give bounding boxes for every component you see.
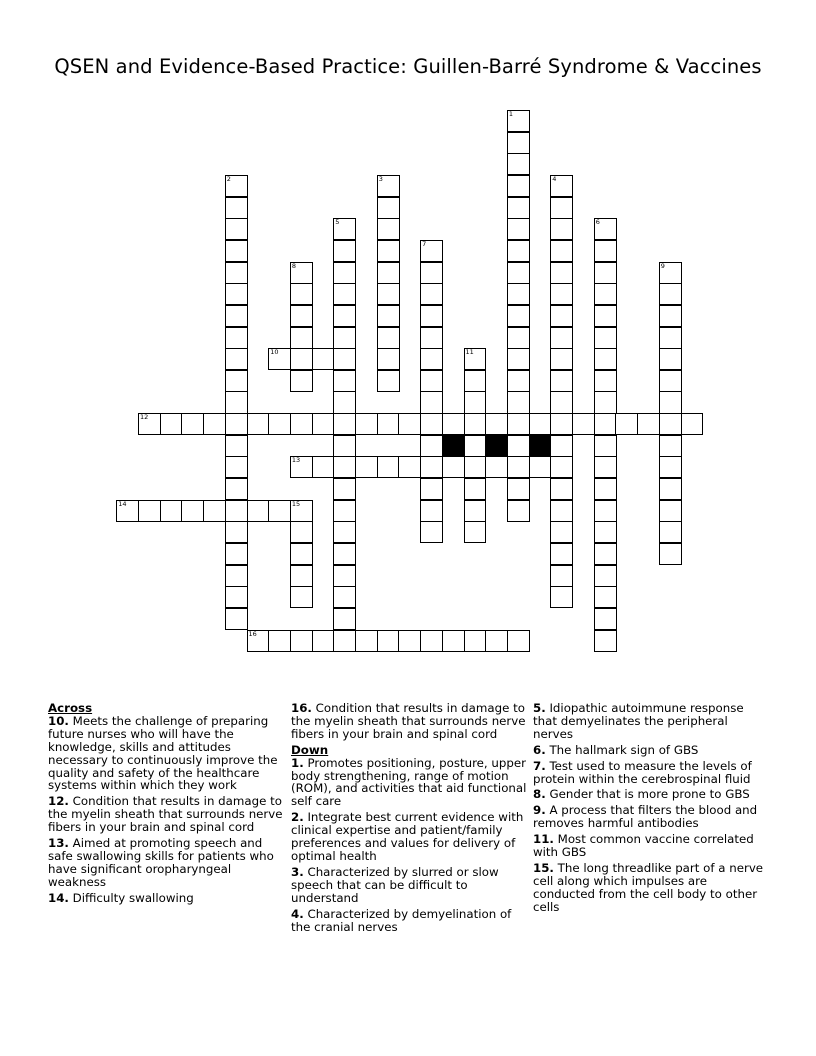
- grid-cell[interactable]: [420, 630, 443, 652]
- grid-cell[interactable]: [420, 327, 443, 349]
- grid-cell[interactable]: [659, 521, 682, 543]
- grid-cell[interactable]: [290, 370, 313, 392]
- grid-cell[interactable]: [529, 413, 552, 435]
- clue-across-14: 14. Difficulty swallowing: [48, 890, 194, 905]
- grid-cell[interactable]: [268, 413, 291, 435]
- cell-number: 13: [291, 456, 301, 465]
- grid-cell[interactable]: [398, 630, 421, 652]
- grid-cell[interactable]: [594, 262, 617, 284]
- grid-cell[interactable]: [333, 608, 356, 630]
- grid-cell[interactable]: [550, 262, 573, 284]
- grid-cell[interactable]: [138, 413, 161, 435]
- grid-cell[interactable]: [420, 370, 443, 392]
- grid-cell[interactable]: [160, 413, 183, 435]
- grid-cell[interactable]: [572, 413, 595, 435]
- grid-cell[interactable]: [464, 630, 487, 652]
- grid-cell[interactable]: [550, 370, 573, 392]
- grid-cell[interactable]: [225, 391, 248, 413]
- grid-cell[interactable]: [420, 478, 443, 500]
- grid-cell[interactable]: [333, 586, 356, 608]
- grid-cell[interactable]: [550, 500, 573, 522]
- grid-cell[interactable]: [507, 240, 530, 262]
- grid-cell[interactable]: [659, 327, 682, 349]
- clue-down-3: 3. Characterized by slurred or slow speech that can be difficult to understand: [291, 864, 499, 905]
- grid-cell[interactable]: [312, 413, 335, 435]
- clue-across-16: 16. Condition that results in damage to the myelin sheath that surrounds nerve fibers in your brain and spinal cord: [291, 701, 526, 741]
- grid-cell[interactable]: [420, 500, 443, 522]
- grid-cell[interactable]: [659, 262, 682, 284]
- grid-cell[interactable]: [377, 305, 400, 327]
- grid-cell[interactable]: [268, 630, 291, 652]
- grid-cell[interactable]: [550, 197, 573, 219]
- grid-cell[interactable]: [507, 262, 530, 284]
- grid-cell[interactable]: [225, 456, 248, 478]
- grid-cell[interactable]: [377, 218, 400, 240]
- grid-cell[interactable]: [507, 218, 530, 240]
- grid-cell[interactable]: [659, 500, 682, 522]
- grid-cell[interactable]: [377, 456, 400, 478]
- grid-cell[interactable]: [550, 543, 573, 565]
- grid-cell[interactable]: [203, 500, 226, 522]
- grid-cell[interactable]: [594, 478, 617, 500]
- black-cell: [442, 435, 465, 457]
- grid-cell[interactable]: [550, 327, 573, 349]
- grid-cell[interactable]: [290, 586, 313, 608]
- grid-cell[interactable]: [594, 218, 617, 240]
- grid-cell[interactable]: [377, 283, 400, 305]
- grid-cell[interactable]: [181, 500, 204, 522]
- grid-cell[interactable]: [333, 630, 356, 652]
- grid-cell[interactable]: [355, 413, 378, 435]
- grid-cell[interactable]: [225, 197, 248, 219]
- grid-cell[interactable]: [225, 565, 248, 587]
- grid-cell[interactable]: [507, 630, 530, 652]
- cell-number: 5: [335, 218, 340, 227]
- grid-cell[interactable]: [225, 370, 248, 392]
- grid-cell[interactable]: [659, 283, 682, 305]
- cell-number: 9: [660, 261, 665, 270]
- grid-cell[interactable]: [507, 283, 530, 305]
- grid-cell[interactable]: [290, 630, 313, 652]
- clue-across-13: 13. Aimed at promoting speech and safe swallowing skills for patients who have significant oropharyngeal weakness: [48, 836, 274, 889]
- cell-number: 7: [422, 239, 427, 248]
- puzzle-title: QSEN and Evidence-Based Practice: Guillen-Barré Syndrome & Vaccines: [54, 55, 762, 78]
- clue-down-9: 9. A process that filters the blood and removes harmful antibodies: [533, 803, 758, 831]
- grid-cell[interactable]: [550, 565, 573, 587]
- clue-down-1: 1. Promotes positioning, posture, upper body strengthening, range of motion (ROM), and activities that aid functional self care: [291, 755, 527, 809]
- grid-cell[interactable]: [637, 413, 660, 435]
- grid-cell[interactable]: [550, 435, 573, 457]
- grid-cell[interactable]: [594, 565, 617, 587]
- grid-cell[interactable]: [333, 456, 356, 478]
- grid-cell[interactable]: [290, 262, 313, 284]
- grid-cell[interactable]: [659, 391, 682, 413]
- grid-cell[interactable]: [507, 132, 530, 154]
- grid-cell[interactable]: [333, 500, 356, 522]
- grid-cell[interactable]: [225, 348, 248, 370]
- clue-down-6: 6. The hallmark sign of GBS: [533, 742, 699, 757]
- grid-cell[interactable]: [333, 370, 356, 392]
- clue-column-1: [48, 702, 284, 908]
- grid-cell[interactable]: [398, 413, 421, 435]
- grid-cell[interactable]: [377, 175, 400, 197]
- grid-cell[interactable]: [507, 413, 530, 435]
- grid-cell[interactable]: [442, 456, 465, 478]
- grid-cell[interactable]: [464, 413, 487, 435]
- grid-cell[interactable]: [529, 456, 552, 478]
- grid-cell[interactable]: [550, 521, 573, 543]
- grid-cell[interactable]: [225, 543, 248, 565]
- grid-cell[interactable]: [225, 327, 248, 349]
- grid-cell[interactable]: [507, 478, 530, 500]
- grid-cell[interactable]: [464, 370, 487, 392]
- grid-cell[interactable]: [225, 283, 248, 305]
- grid-cell[interactable]: [333, 413, 356, 435]
- grid-cell[interactable]: [225, 435, 248, 457]
- clue-down-7: 7. Test used to measure the levels of protein within the cerebrospinal fluid: [533, 758, 752, 786]
- grid-cell[interactable]: [116, 500, 139, 522]
- grid-cell[interactable]: [507, 327, 530, 349]
- cell-number: 10: [270, 348, 279, 357]
- grid-cell[interactable]: [420, 348, 443, 370]
- grid-cell[interactable]: [290, 543, 313, 565]
- grid-cell[interactable]: [225, 218, 248, 240]
- grid-cell[interactable]: [594, 586, 617, 608]
- grid-cell[interactable]: [659, 478, 682, 500]
- grid-cell[interactable]: [333, 521, 356, 543]
- grid-cell[interactable]: [268, 348, 291, 370]
- grid-cell[interactable]: [594, 370, 617, 392]
- clue-down-8: 8. Gender that is more prone to GBS: [533, 787, 750, 802]
- grid-cell[interactable]: [507, 348, 530, 370]
- grid-cell[interactable]: [225, 478, 248, 500]
- grid-cell[interactable]: [464, 500, 487, 522]
- grid-cell[interactable]: [594, 305, 617, 327]
- grid-cell[interactable]: [333, 543, 356, 565]
- grid-cell[interactable]: [225, 262, 248, 284]
- clue-down-11: 11. Most common vaccine correlated with GBS: [533, 832, 754, 860]
- grid-cell[interactable]: [377, 327, 400, 349]
- grid-cell[interactable]: [247, 413, 270, 435]
- cell-number: 16: [248, 629, 257, 638]
- clue-column-3: [533, 702, 769, 917]
- grid-cell[interactable]: [160, 500, 183, 522]
- grid-cell[interactable]: [464, 478, 487, 500]
- grid-cell[interactable]: [290, 521, 313, 543]
- grid-cell[interactable]: [507, 175, 530, 197]
- grid-cell[interactable]: [659, 543, 682, 565]
- grid-cell[interactable]: [225, 305, 248, 327]
- grid-cell[interactable]: [268, 500, 291, 522]
- grid-cell[interactable]: [485, 413, 508, 435]
- grid-cell[interactable]: [225, 500, 248, 522]
- grid-cell[interactable]: [420, 456, 443, 478]
- grid-cell[interactable]: [420, 283, 443, 305]
- grid-cell[interactable]: [550, 586, 573, 608]
- grid-cell[interactable]: [333, 218, 356, 240]
- clue-column-2: [291, 702, 527, 936]
- black-cell: [485, 435, 508, 457]
- grid-cell[interactable]: [312, 630, 335, 652]
- cell-number: 8: [291, 261, 297, 270]
- grid-cell[interactable]: [507, 197, 530, 219]
- grid-cell[interactable]: [659, 305, 682, 327]
- grid-cell[interactable]: [398, 456, 421, 478]
- grid-cell[interactable]: [550, 348, 573, 370]
- grid-cell[interactable]: [420, 305, 443, 327]
- grid-cell[interactable]: [594, 630, 617, 652]
- grid-cell[interactable]: [507, 305, 530, 327]
- cell-number: 12: [140, 413, 149, 422]
- grid-cell[interactable]: [377, 348, 400, 370]
- cell-number: 11: [465, 348, 474, 357]
- grid-cell[interactable]: [290, 283, 313, 305]
- grid-cell[interactable]: [225, 521, 248, 543]
- grid-cell[interactable]: [550, 175, 573, 197]
- grid-cell[interactable]: [594, 391, 617, 413]
- grid-cell[interactable]: [442, 630, 465, 652]
- clue-down-15: 15. The long threadlike part of a nerve cell along which impulses are conducted from the cell body to other cells: [533, 860, 764, 914]
- grid-cell[interactable]: [485, 630, 508, 652]
- grid-cell[interactable]: [507, 456, 530, 478]
- grid-cell[interactable]: [594, 240, 617, 262]
- down-heading: Down: [291, 742, 329, 757]
- grid-cell[interactable]: [225, 586, 248, 608]
- cell-number: 6: [595, 218, 600, 227]
- grid-cell[interactable]: [355, 630, 378, 652]
- grid-cell[interactable]: [377, 240, 400, 262]
- grid-cell[interactable]: [550, 413, 573, 435]
- grid-cell[interactable]: [377, 630, 400, 652]
- grid-cell[interactable]: [507, 435, 530, 457]
- grid-cell[interactable]: [333, 305, 356, 327]
- grid-cell[interactable]: [290, 565, 313, 587]
- grid-cell[interactable]: [420, 391, 443, 413]
- cell-number: 15: [291, 499, 301, 508]
- grid-cell[interactable]: [659, 456, 682, 478]
- grid-cell[interactable]: [507, 110, 530, 132]
- grid-cell[interactable]: [225, 175, 248, 197]
- grid-cell[interactable]: [442, 413, 465, 435]
- grid-cell[interactable]: [464, 348, 487, 370]
- grid-cell[interactable]: [464, 521, 487, 543]
- grid-cell[interactable]: [507, 391, 530, 413]
- grid-cell[interactable]: [485, 456, 508, 478]
- grid-cell[interactable]: [203, 413, 226, 435]
- grid-cell[interactable]: [290, 305, 313, 327]
- grid-cell[interactable]: [420, 240, 443, 262]
- grid-cell[interactable]: [550, 283, 573, 305]
- grid-cell[interactable]: [659, 348, 682, 370]
- grid-cell[interactable]: [312, 348, 335, 370]
- grid-cell[interactable]: [659, 435, 682, 457]
- grid-cell[interactable]: [594, 327, 617, 349]
- clue-down-4: 4. Characterized by demyelination of the cranial nerves: [291, 906, 512, 934]
- grid-cell[interactable]: [312, 456, 335, 478]
- grid-cell[interactable]: [550, 478, 573, 500]
- grid-cell[interactable]: [333, 262, 356, 284]
- grid-cell[interactable]: [507, 500, 530, 522]
- grid-cell[interactable]: [594, 348, 617, 370]
- grid-cell[interactable]: [550, 391, 573, 413]
- grid-cell[interactable]: [377, 197, 400, 219]
- grid-cell[interactable]: [290, 348, 313, 370]
- grid-cell[interactable]: [333, 435, 356, 457]
- grid-cell[interactable]: [225, 240, 248, 262]
- grid-cell[interactable]: [507, 153, 530, 175]
- grid-cell[interactable]: [247, 630, 270, 652]
- grid-cell[interactable]: [355, 456, 378, 478]
- grid-cell[interactable]: [464, 391, 487, 413]
- clue-down-2: 2. Integrate best current evidence with clinical expertise and patient/family preferences and values for delivery of optimal health: [291, 810, 524, 863]
- cell-number: 4: [552, 174, 557, 183]
- grid-cell[interactable]: [290, 500, 313, 522]
- grid-cell[interactable]: [594, 543, 617, 565]
- grid-cell[interactable]: [225, 413, 248, 435]
- grid-cell[interactable]: [464, 456, 487, 478]
- grid-cell[interactable]: [181, 413, 204, 435]
- grid-cell[interactable]: [550, 305, 573, 327]
- grid-cell[interactable]: [550, 240, 573, 262]
- clue-down-5: 5. Idiopathic autoimmune response that demyelinates the peripheral nerves: [533, 701, 744, 741]
- across-heading: Across: [48, 701, 93, 715]
- grid-cell[interactable]: [420, 435, 443, 457]
- clue-across-12: 12. Condition that results in damage to the myelin sheath that surrounds nerve fibers in your brain and spinal cord: [48, 794, 283, 835]
- cell-number: 14: [118, 499, 127, 508]
- cell-number: 1: [508, 110, 514, 118]
- grid-cell[interactable]: [333, 348, 356, 370]
- grid-cell[interactable]: [333, 565, 356, 587]
- grid-cell[interactable]: [594, 608, 617, 630]
- grid-cell[interactable]: [333, 240, 356, 262]
- black-cell: [529, 435, 552, 457]
- grid-cell[interactable]: [333, 327, 356, 349]
- grid-cell[interactable]: [550, 456, 573, 478]
- grid-cell[interactable]: [377, 370, 400, 392]
- grid-cell[interactable]: [420, 521, 443, 543]
- cell-number: 3: [378, 174, 383, 183]
- grid-cell[interactable]: [464, 435, 487, 457]
- grid-cell[interactable]: [659, 413, 682, 435]
- grid-cell[interactable]: [594, 456, 617, 478]
- grid-cell[interactable]: [333, 478, 356, 500]
- grid-cell[interactable]: [247, 500, 270, 522]
- grid-cell[interactable]: [550, 218, 573, 240]
- grid-cell[interactable]: [290, 413, 313, 435]
- grid-cell[interactable]: [377, 413, 400, 435]
- grid-cell[interactable]: [594, 521, 617, 543]
- grid-cell[interactable]: [594, 500, 617, 522]
- grid-cell[interactable]: [594, 413, 617, 435]
- grid-cell[interactable]: [225, 608, 248, 630]
- grid-cell[interactable]: [290, 327, 313, 349]
- grid-cell[interactable]: [594, 283, 617, 305]
- grid-cell[interactable]: [594, 435, 617, 457]
- grid-cell[interactable]: [333, 391, 356, 413]
- cell-number: 2: [226, 174, 231, 183]
- grid-cell[interactable]: [681, 413, 704, 435]
- grid-cell[interactable]: [290, 456, 313, 478]
- grid-cell[interactable]: [138, 500, 161, 522]
- grid-cell[interactable]: [659, 370, 682, 392]
- grid-cell[interactable]: [615, 413, 638, 435]
- grid-cell[interactable]: [420, 262, 443, 284]
- grid-cell[interactable]: [507, 370, 530, 392]
- grid-cell[interactable]: [420, 413, 443, 435]
- grid-cell[interactable]: [377, 262, 400, 284]
- clue-across-10: 10. Meets the challenge of preparing future nurses who will have the knowledge, skills and attitudes necessary to continuously improve the quality and safety of the healthcare systems within which they work: [48, 713, 278, 793]
- grid-cell[interactable]: [333, 283, 356, 305]
